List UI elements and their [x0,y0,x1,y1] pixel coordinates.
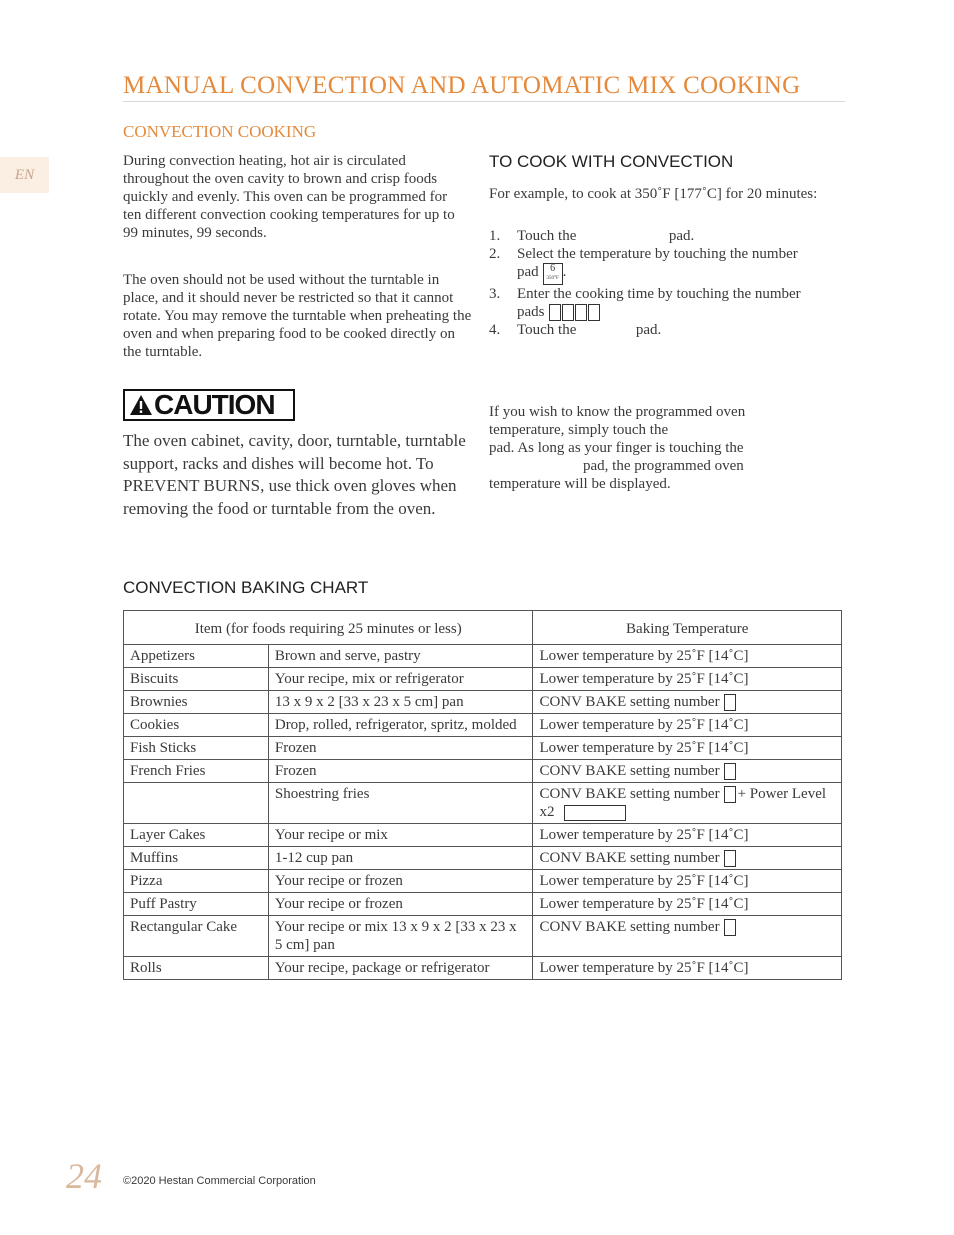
cell-desc [268,870,533,893]
cell-temp [533,714,842,737]
step-text: Touch the [517,228,577,244]
header-temp: Baking Temperature [533,611,842,645]
cell-temp-text: CONV BAKE setting number [539,763,720,780]
table-row [124,783,842,824]
cell-item-text: Rectangular Cake [130,919,238,936]
cell-item-text: Puff Pastry [130,896,197,913]
cell-item [124,916,269,957]
cell-item-text: Muffins [130,850,179,867]
cell-temp [533,783,842,824]
step-2 [489,245,819,285]
cell-temp-text: Lower temperature by 25˚F [14˚C] [539,960,749,977]
table-row [124,870,842,893]
step-text: Enter the cooking time by touching the number pads [517,286,801,320]
cell-temp-text: CONV BAKE setting number [539,850,720,867]
setting-number-box [724,694,736,711]
cell-desc [268,737,533,760]
number-pad-boxes [548,304,600,320]
temp-check-line2: pad. As long as your finger is touching the [489,440,744,456]
cell-item [124,957,269,980]
table-row [124,737,842,760]
cell-temp-text: Lower temperature by 25˚F [14˚C] [539,827,749,844]
cell-desc [268,714,533,737]
cell-temp [533,893,842,916]
cell-temp [533,645,842,668]
step-number: 2. [489,246,501,262]
cell-desc-text: Your recipe, package or refrigerator [274,960,490,977]
setting-number-box [724,919,736,936]
cell-item-text: Layer Cakes [130,827,206,844]
cell-temp-text: Lower temperature by 25˚F [14˚C] [539,671,749,687]
cell-temp [533,691,842,714]
cell-temp [533,916,842,957]
table-row [124,668,842,691]
cell-item [124,645,269,668]
cell-desc [268,847,533,870]
cell-item-text: French Fries [130,763,206,780]
cell-item [124,870,269,893]
language-tab: EN [0,157,49,193]
setting-number-box [724,763,736,780]
caution-word: CAUTION [154,389,275,420]
table-row [124,691,842,714]
cell-temp [533,957,842,980]
cook-heading: TO COOK WITH CONVECTION [489,152,734,171]
caution-text: The oven cabinet, cavity, door, turntable, turntable support, racks and dishes will become hot. To PREVENT BURNS, use thick oven gloves when removing the food or turntable from the oven. [123,431,466,518]
table-row [124,714,842,737]
cell-temp-extra: + Power Level x2 [539,786,827,821]
step-text-post: pad. [668,228,695,244]
cell-desc [268,916,533,957]
number-pad-6 [543,263,563,285]
cell-temp-text: CONV BAKE setting number [539,919,720,936]
cell-desc-text: Brown and serve, pastry [274,648,421,664]
setting-number-box [724,786,736,803]
step-4 [489,321,819,339]
cell-item-text: Biscuits [130,671,179,687]
table-row [124,893,842,916]
cell-item [124,893,269,916]
pad-caption: 350°F [546,276,559,281]
table-row [124,957,842,980]
cell-desc-text: Your recipe, mix or refrigerator [274,671,464,687]
step-1 [489,227,819,245]
warning-triangle-icon [129,394,153,416]
cell-desc-text: Your recipe or mix 13 x 9 x 2 [33 x 23 x 5 cm] pan [274,919,517,954]
table-row [124,824,842,847]
cell-temp [533,870,842,893]
caution-label [123,389,295,421]
cell-item [124,824,269,847]
cell-desc [268,645,533,668]
page-number: 24 [66,1156,102,1196]
page-title: MANUAL CONVECTION AND AUTOMATIC MIX COOKING [123,72,845,102]
cell-desc-text: 13 x 9 x 2 [33 x 23 x 5 cm] pan [274,694,464,710]
cell-temp [533,847,842,870]
intro-paragraph-1: During convection heating, hot air is circulated throughout the oven cavity to brown and crisp foods quickly and evenly. This oven can be programmed for ten different convection cooking temperatures for up to 99 minutes, 99 seconds. [123,153,455,241]
baking-chart-table [123,610,842,980]
cell-desc [268,783,533,824]
pad-digit: 6 [550,263,556,274]
table-row [124,916,842,957]
section-heading-convection: CONVECTION COOKING [123,122,317,141]
cell-desc-text: Your recipe or frozen [274,873,403,890]
cell-item-text: Appetizers [130,648,195,664]
step-number: 4. [489,322,501,339]
cell-temp [533,737,842,760]
cell-temp [533,824,842,847]
cell-temp-text: CONV BAKE setting number [539,694,720,710]
step-text-post: . [562,264,567,280]
cell-desc-text: Your recipe or mix [274,827,388,844]
cell-item-text: Rolls [130,960,162,977]
cell-item [124,783,269,824]
cell-desc [268,691,533,714]
cell-desc [268,668,533,691]
cell-temp [533,760,842,783]
header-item: Item (for foods requiring 25 minutes or less) [124,611,533,645]
cell-desc [268,824,533,847]
cell-desc-text: 1-12 cup pan [274,850,354,867]
cell-item-text: Pizza [130,873,163,890]
cell-desc [268,760,533,783]
step-text: Select the temperature by touching the number pad [517,246,798,280]
cell-temp-text: Lower temperature by 25˚F [14˚C] [539,740,749,757]
step-number: 1. [489,228,501,244]
power-level-box [564,805,626,821]
cell-item [124,760,269,783]
temp-check-line1: If you wish to know the programmed oven temperature, simply touch the [489,404,746,438]
cell-temp-text: CONV BAKE setting number [539,786,720,803]
cell-item-text: Cookies [130,717,180,734]
temp-check-line3: pad, the programmed oven temperature will be displayed. [489,458,744,492]
step-3 [489,285,819,321]
cell-desc-text: Shoestring fries [274,786,370,803]
cell-item [124,691,269,714]
step-text: Touch the [517,322,577,339]
cell-item [124,668,269,691]
cell-desc-text: Frozen [274,740,317,757]
cell-desc [268,957,533,980]
cell-item [124,737,269,760]
cell-desc-text: Your recipe or frozen [274,896,403,913]
cell-temp [533,668,842,691]
step-text-post: pad. [635,322,662,339]
step-number: 3. [489,286,501,302]
intro-paragraph-2: The oven should not be used without the turntable in place, and it should never be restricted so that it cannot rotate. You may remove the turntable when preheating the oven and when preparing food to be cooked directly on the turntable. [123,272,472,360]
table-header-row [124,611,842,645]
cell-item-text: Brownies [130,694,188,710]
cell-temp-text: Lower temperature by 25˚F [14˚C] [539,873,749,890]
cell-temp-text: Lower temperature by 25˚F [14˚C] [539,717,749,734]
cell-desc [268,893,533,916]
setting-number-box [724,850,736,867]
steps-list [489,227,819,339]
cell-item [124,847,269,870]
cell-desc-text: Drop, rolled, refrigerator, spritz, molded [274,717,517,734]
cell-temp-text: Lower temperature by 25˚F [14˚C] [539,896,749,913]
cell-temp-text: Lower temperature by 25˚F [14˚C] [539,648,749,664]
cell-item-text: Fish Sticks [130,740,197,757]
table-row [124,847,842,870]
cell-item [124,714,269,737]
example-text: For example, to cook at 350˚F [177˚C] for 20 minutes: [489,186,818,202]
cell-desc-text: Frozen [274,763,317,780]
chart-heading: CONVECTION BAKING CHART [123,578,369,597]
temp-check-paragraph [489,403,819,493]
table-row [124,760,842,783]
copyright: ©2020 Hestan Commercial Corporation [123,1175,316,1187]
table-row [124,645,842,668]
